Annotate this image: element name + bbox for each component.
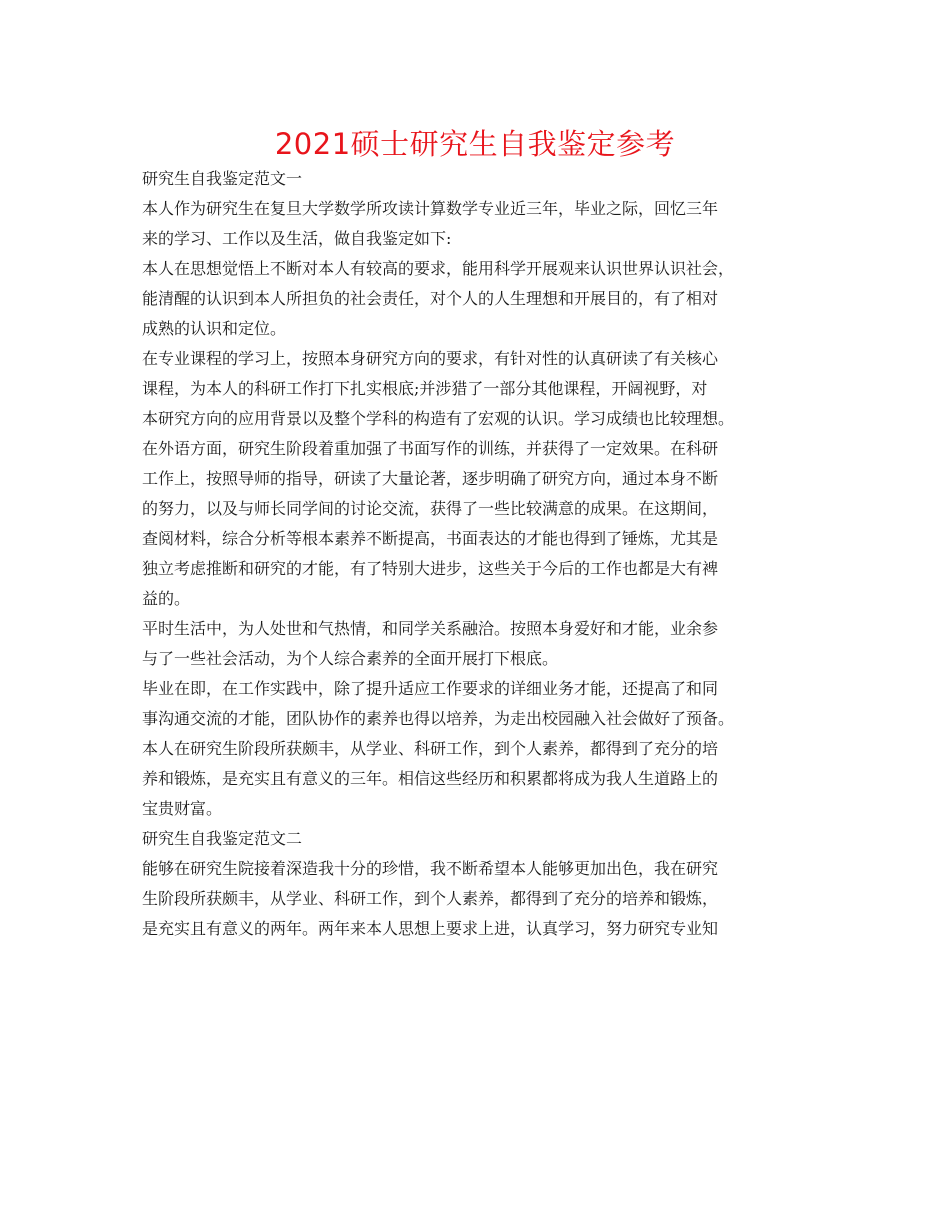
paragraph-line: 独立考虑推断和研究的才能，有了特别大进步，这些关于今后的工作也都是大有裨 — [142, 559, 719, 578]
paragraph-line: 在专业课程的学习上，按照本身研究方向的要求，有针对性的认真研读了有关核心 — [142, 349, 719, 368]
paragraph-line: 本人在思想觉悟上不断对本人有较高的要求，能用科学开展观来认识世界认识社会， — [142, 259, 735, 278]
paragraph-line: 本人在研究生阶段所获颇丰，从学业、科研工作，到个人素养，都得到了充分的培 — [142, 739, 719, 758]
paragraph-line: 来的学习、工作以及生活，做自我鉴定如下: — [142, 229, 452, 248]
paragraph-line: 生阶段所获颇丰，从学业、科研工作，到个人素养，都得到了充分的培养和锻炼， — [142, 889, 719, 908]
paragraph-line: 研究生自我鉴定范文一 — [142, 169, 303, 188]
paragraph-line: 课程，为本人的科研工作打下扎实根底;并涉猎了一部分其他课程，开阔视野，对 — [142, 379, 708, 398]
paragraph-line: 在外语方面，研究生阶段着重加强了书面写作的训练，并获得了一定效果。在科研 — [142, 439, 719, 458]
document-body — [142, 164, 832, 944]
paragraph-line: 毕业在即，在工作实践中，除了提升适应工作要求的详细业务才能，还提高了和同 — [142, 679, 719, 698]
paragraph-line: 与了一些社会活动，为个人综合素养的全面开展打下根底。 — [142, 649, 559, 668]
paragraph-line: 成熟的认识和定位。 — [142, 319, 287, 338]
paragraph-line: 的努力，以及与师长同学间的讨论交流，获得了一些比较满意的成果。在这期间， — [142, 499, 719, 518]
paragraph-line: 研究生自我鉴定范文二 — [142, 829, 303, 848]
paragraph-line: 能清醒的认识到本人所担负的社会责任，对个人的人生理想和开展目的，有了相对 — [142, 289, 719, 308]
paragraph-line: 养和锻炼，是充实且有意义的三年。相信这些经历和积累都将成为我人生道路上的 — [142, 769, 719, 788]
paragraph-line: 本人作为研究生在复旦大学数学所攻读计算数学专业近三年，毕业之际，回忆三年 — [142, 199, 719, 218]
document-title: 2021硕士研究生自我鉴定参考 — [274, 127, 676, 161]
paragraph-line: 本研究方向的应用背景以及整个学科的构造有了宏观的认识。学习成绩也比较理想。 — [142, 409, 735, 428]
paragraph-line: 工作上，按照导师的指导，研读了大量论著，逐步明确了研究方向，通过本身不断 — [142, 469, 719, 488]
paragraph-line: 是充实且有意义的两年。两年来本人思想上要求上进，认真学习，努力研究专业知 — [142, 919, 719, 938]
paragraph-line: 事沟通交流的才能，团队协作的素养也得以培养，为走出校园融入社会做好了预备。 — [142, 709, 735, 728]
paragraph-line: 平时生活中，为人处世和气热情，和同学关系融洽。按照本身爱好和才能，业余参 — [142, 619, 719, 638]
paragraph-line: 能够在研究生院接着深造我十分的珍惜，我不断希望本人能够更加出色，我在研究 — [142, 859, 719, 878]
paragraph-line: 宝贵财富。 — [142, 799, 223, 818]
paragraph-line: 益的。 — [142, 589, 191, 608]
paragraph-line: 查阅材料，综合分析等根本素养不断提高，书面表达的才能也得到了锤炼，尤其是 — [142, 529, 719, 548]
